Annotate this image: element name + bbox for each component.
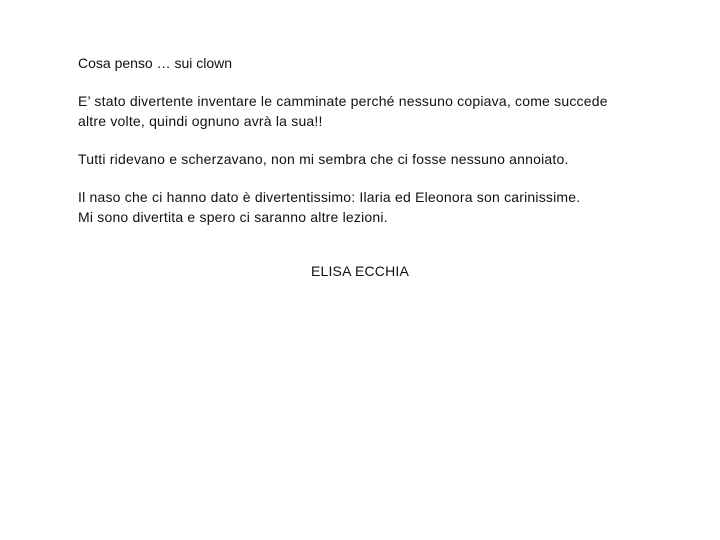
document-title: Cosa penso … sui clown xyxy=(78,55,233,71)
paragraph-line: Il naso che ci hanno dato è divertentissimo: Ilaria ed Eleonora son carinissime. xyxy=(78,189,581,205)
author-signature: ELISA ECCHIA xyxy=(310,263,410,279)
paragraph-line: Tutti ridevano e scherzavano, non mi sembra che ci fosse nessuno annoiato. xyxy=(78,151,569,167)
paragraph-line: altre volte, quindi ognuno avrà la sua!! xyxy=(78,113,323,129)
paragraph-laughing xyxy=(78,149,638,169)
paragraph-nose xyxy=(78,187,638,227)
paragraph-line: Mi sono divertita e spero ci saranno altre lezioni. xyxy=(78,209,388,225)
paragraph-walks xyxy=(78,91,638,131)
paragraph-line: E’ stato divertente inventare le camminate perché nessuno copiava, come succede xyxy=(78,93,608,109)
